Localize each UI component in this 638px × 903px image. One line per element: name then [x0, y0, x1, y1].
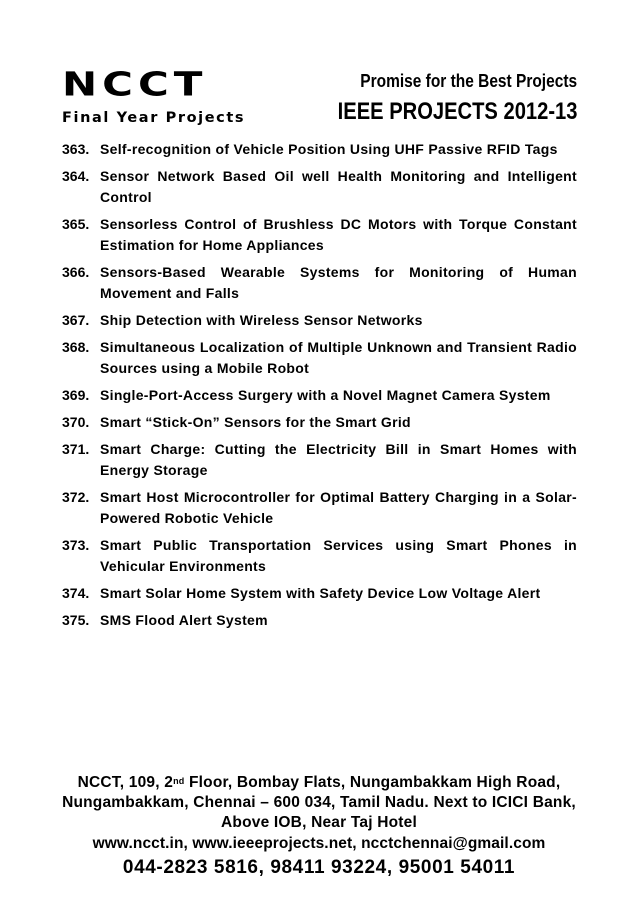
item-title: Simultaneous Localization of Multiple Unknown and Transient Radio Sources using a Mobile Robot: [100, 339, 577, 376]
list-item: [62, 439, 577, 481]
address-start: NCCT, 109, 2: [77, 774, 174, 791]
contact-footer: [58, 773, 580, 881]
address-ordinal: nd: [173, 776, 185, 786]
item-number: 371.: [62, 441, 90, 457]
item-title: Sensors-Based Wearable Systems for Monitoring of Human Movement and Falls: [100, 264, 577, 301]
item-title: Smart Charge: Cutting the Electricity Bill in Smart Homes with Energy Storage: [100, 441, 577, 478]
list-item: [62, 262, 577, 304]
page-header: [62, 64, 577, 130]
list-item: [62, 610, 577, 631]
item-title: Sensorless Control of Brushless DC Motors with Torque Constant Estimation for Home Appliances: [100, 216, 577, 253]
logo-subtitle: Final Year Projects: [62, 110, 246, 126]
item-title: Self-recognition of Vehicle Position Using UHF Passive RFID Tags: [100, 141, 558, 157]
list-item: [62, 385, 577, 406]
list-item: [62, 535, 577, 577]
item-number: 373.: [62, 537, 90, 553]
tagline: Promise for the Best Projects: [360, 71, 577, 91]
list-item: [62, 166, 577, 208]
item-number: 364.: [62, 168, 90, 184]
item-title: Smart Public Transportation Services using Smart Phones in Vehicular Environments: [100, 537, 577, 574]
web-contacts: www.ncct.in, www.ieeeprojects.net, ncctchennai@gmail.com: [92, 835, 546, 852]
page-title: IEEE PROJECTS 2012-13: [337, 98, 577, 125]
item-number: 367.: [62, 312, 90, 328]
item-title: SMS Flood Alert System: [100, 612, 268, 628]
item-number: 375.: [62, 612, 90, 628]
item-number: 372.: [62, 489, 90, 505]
item-number: 369.: [62, 387, 90, 403]
item-number: 363.: [62, 141, 90, 157]
item-title: Smart Host Microcontroller for Optimal Battery Charging in a Solar-Powered Robotic Vehicle: [100, 489, 577, 526]
item-number: 370.: [62, 414, 90, 430]
address-rest: Floor, Bombay Flats, Nungambakkam High Road, Nungambakkam, Chennai – 600 034, Tamil Nadu. Next to ICICI Bank, Above IOB, Near Taj Hotel: [62, 774, 576, 831]
list-item: [62, 310, 577, 331]
item-title: Ship Detection with Wireless Sensor Networks: [100, 312, 423, 328]
item-title: Sensor Network Based Oil well Health Monitoring and Intelligent Control: [100, 168, 577, 205]
list-item: [62, 214, 577, 256]
list-item: [62, 583, 577, 604]
phone-numbers: 044-2823 5816, 98411 93224, 95001 54011: [122, 857, 516, 878]
list-item: [62, 412, 577, 433]
list-item: [62, 139, 577, 160]
address: [58, 773, 580, 833]
item-title: Single-Port-Access Surgery with a Novel Magnet Camera System: [100, 387, 551, 403]
item-number: 374.: [62, 585, 90, 601]
list-item: [62, 487, 577, 529]
list-item: [62, 337, 577, 379]
logo-wordmark: NCCT: [62, 64, 208, 104]
item-number: 366.: [62, 264, 90, 280]
item-title: Smart Solar Home System with Safety Device Low Voltage Alert: [100, 585, 541, 601]
project-list: [62, 139, 577, 637]
item-title: Smart “Stick-On” Sensors for the Smart Grid: [100, 414, 411, 430]
item-number: 365.: [62, 216, 90, 232]
item-number: 368.: [62, 339, 90, 355]
